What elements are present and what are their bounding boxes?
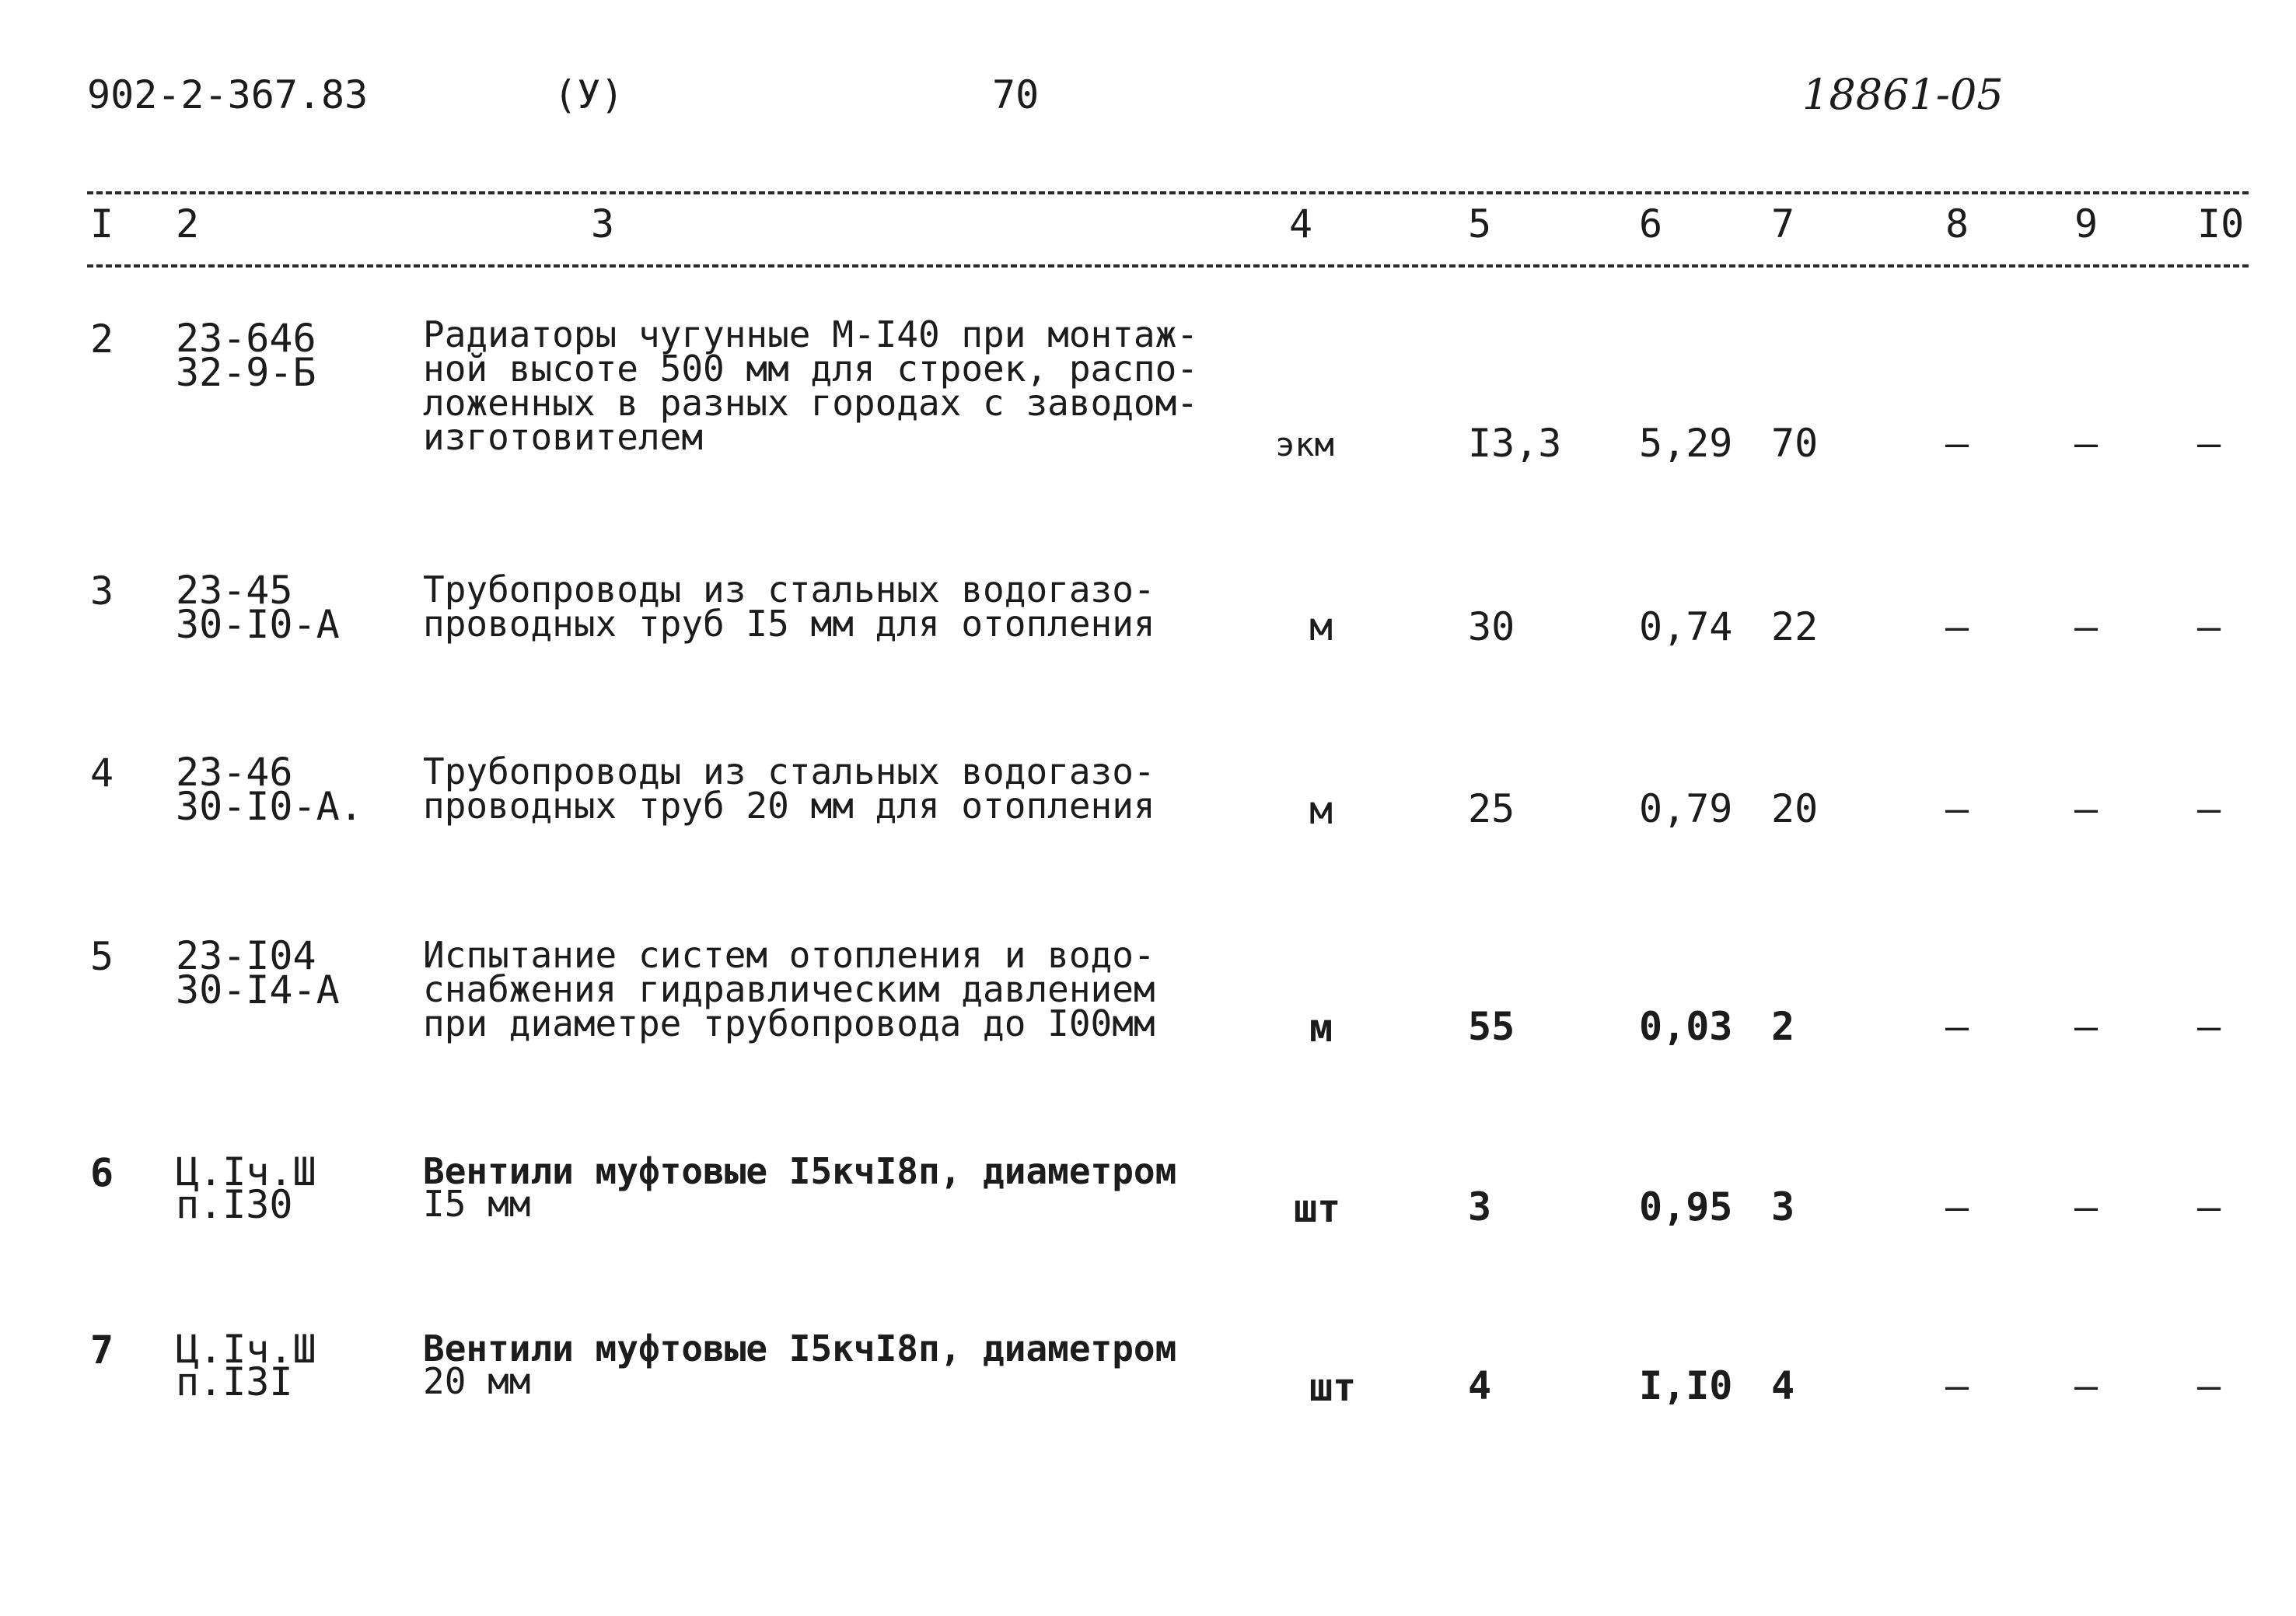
document-variant: (У) — [554, 72, 624, 117]
description-line-4: изготовителем — [423, 416, 704, 458]
value-col-8: – — [1945, 604, 1969, 649]
value-col-9: – — [2074, 1004, 2099, 1049]
unit: м — [1309, 604, 1333, 649]
value-col-6: 5,29 — [1639, 421, 1733, 466]
description-line-2: проводных труб 20 мм для отопления — [423, 785, 1155, 827]
norm-code-line-2: п.I3I — [176, 1359, 293, 1404]
description-line-1: Трубопроводы из стальных водогазо- — [423, 750, 1155, 792]
description-line-1: Вентили муфтовые I5кчI8п, диаметром — [423, 1327, 1177, 1369]
header-rule-bottom — [87, 264, 2249, 268]
description-line-2: проводных труб I5 мм для отопления — [423, 603, 1155, 645]
inventory-number: 18861-05 — [1802, 70, 2004, 119]
column-number-7: 7 — [1771, 201, 1795, 247]
description-line-3: ложенных в разных городах с заводом- — [423, 382, 1198, 424]
value-col-10: – — [2197, 604, 2221, 649]
value-col-6: 0,95 — [1639, 1184, 1733, 1229]
norm-code-line-1: Ц.Iч.Ш — [176, 1327, 316, 1372]
norm-code-line-1: 23-I04 — [176, 933, 316, 978]
norm-code-line-1: 23-46 — [176, 750, 293, 795]
description-line-1: Трубопроводы из стальных водогазо- — [423, 568, 1155, 610]
unit: экм — [1275, 425, 1334, 463]
value-col-7: 70 — [1771, 421, 1819, 466]
column-number-1: I — [90, 201, 114, 247]
unit: шт — [1309, 1365, 1357, 1410]
value-col-7: 3 — [1771, 1184, 1795, 1229]
quantity: I3,3 — [1468, 421, 1562, 466]
column-number-2: 2 — [176, 201, 200, 247]
value-col-7: 4 — [1771, 1363, 1795, 1408]
norm-code-line-2: 30-I0-А — [176, 602, 340, 647]
row-number: 6 — [90, 1150, 114, 1195]
column-number-8: 8 — [1945, 201, 1969, 247]
value-col-8: – — [1945, 1184, 1969, 1229]
value-col-7: 22 — [1771, 604, 1819, 649]
column-number-3: 3 — [591, 201, 615, 247]
row-number: 3 — [90, 568, 114, 614]
description-line-1: Радиаторы чугунные М-I40 при монтаж- — [423, 313, 1198, 355]
unit: м — [1309, 788, 1333, 833]
value-col-10: – — [2197, 1363, 2221, 1408]
description-line-2: снабжения гидравлическим давлением — [423, 968, 1155, 1010]
value-col-6: 0,03 — [1639, 1004, 1733, 1049]
value-col-9: – — [2074, 1184, 2099, 1229]
norm-code-line-1: 23-646 — [176, 316, 316, 361]
value-col-6: 0,79 — [1639, 786, 1733, 831]
value-col-10: – — [2197, 786, 2221, 831]
norm-code-line-1: Ц.Iч.Ш — [176, 1149, 316, 1195]
value-col-10: – — [2197, 1184, 2221, 1229]
column-number-6: 6 — [1639, 201, 1663, 247]
value-col-7: 2 — [1771, 1004, 1795, 1049]
quantity: 3 — [1468, 1184, 1492, 1229]
header-rule-top — [87, 191, 2249, 194]
value-col-10: – — [2197, 1004, 2221, 1049]
norm-code-line-2: 30-I0-А. — [176, 784, 363, 829]
value-col-9: – — [2074, 1363, 2099, 1408]
description-line-1: Испытание систем отопления и водо- — [423, 934, 1155, 976]
value-col-7: 20 — [1771, 786, 1819, 831]
column-number-5: 5 — [1468, 201, 1492, 247]
value-col-9: – — [2074, 604, 2099, 649]
value-col-9: – — [2074, 786, 2099, 831]
norm-code-line-2: 30-I4-А — [176, 967, 340, 1013]
description-line-2: ной высоте 500 мм для строек, распо- — [423, 348, 1198, 390]
value-col-8: – — [1945, 786, 1969, 831]
value-col-6: 0,74 — [1639, 604, 1733, 649]
unit: шт — [1294, 1186, 1341, 1231]
value-col-6: I,I0 — [1639, 1363, 1733, 1408]
row-number: 5 — [90, 934, 114, 979]
document-code: 902-2-367.83 — [87, 72, 369, 117]
quantity: 25 — [1468, 786, 1515, 831]
value-col-9: – — [2074, 421, 2099, 466]
column-number-10: I0 — [2197, 201, 2245, 247]
quantity: 30 — [1468, 604, 1515, 649]
value-col-10: – — [2197, 421, 2221, 466]
quantity: 55 — [1468, 1004, 1515, 1049]
description-line-2: 20 мм — [423, 1360, 531, 1402]
row-number: 7 — [90, 1327, 114, 1373]
row-number: 4 — [90, 750, 114, 796]
norm-code-line-2: п.I30 — [176, 1182, 293, 1227]
value-col-8: – — [1945, 1004, 1969, 1049]
unit: м — [1309, 1006, 1333, 1051]
quantity: 4 — [1468, 1363, 1492, 1408]
column-number-9: 9 — [2074, 201, 2099, 247]
value-col-8: – — [1945, 1363, 1969, 1408]
norm-code-line-2: 32-9-Б — [176, 350, 316, 395]
norm-code-line-1: 23-45 — [176, 568, 293, 613]
column-number-4: 4 — [1289, 201, 1313, 247]
description-line-3: при диаметре трубопровода до I00мм — [423, 1002, 1155, 1044]
value-col-8: – — [1945, 421, 1969, 466]
row-number: 2 — [90, 317, 114, 362]
page-number: 70 — [992, 72, 1040, 117]
description-line-1: Вентили муфтовые I5кчI8п, диаметром — [423, 1150, 1177, 1192]
description-line-2: I5 мм — [423, 1183, 531, 1225]
